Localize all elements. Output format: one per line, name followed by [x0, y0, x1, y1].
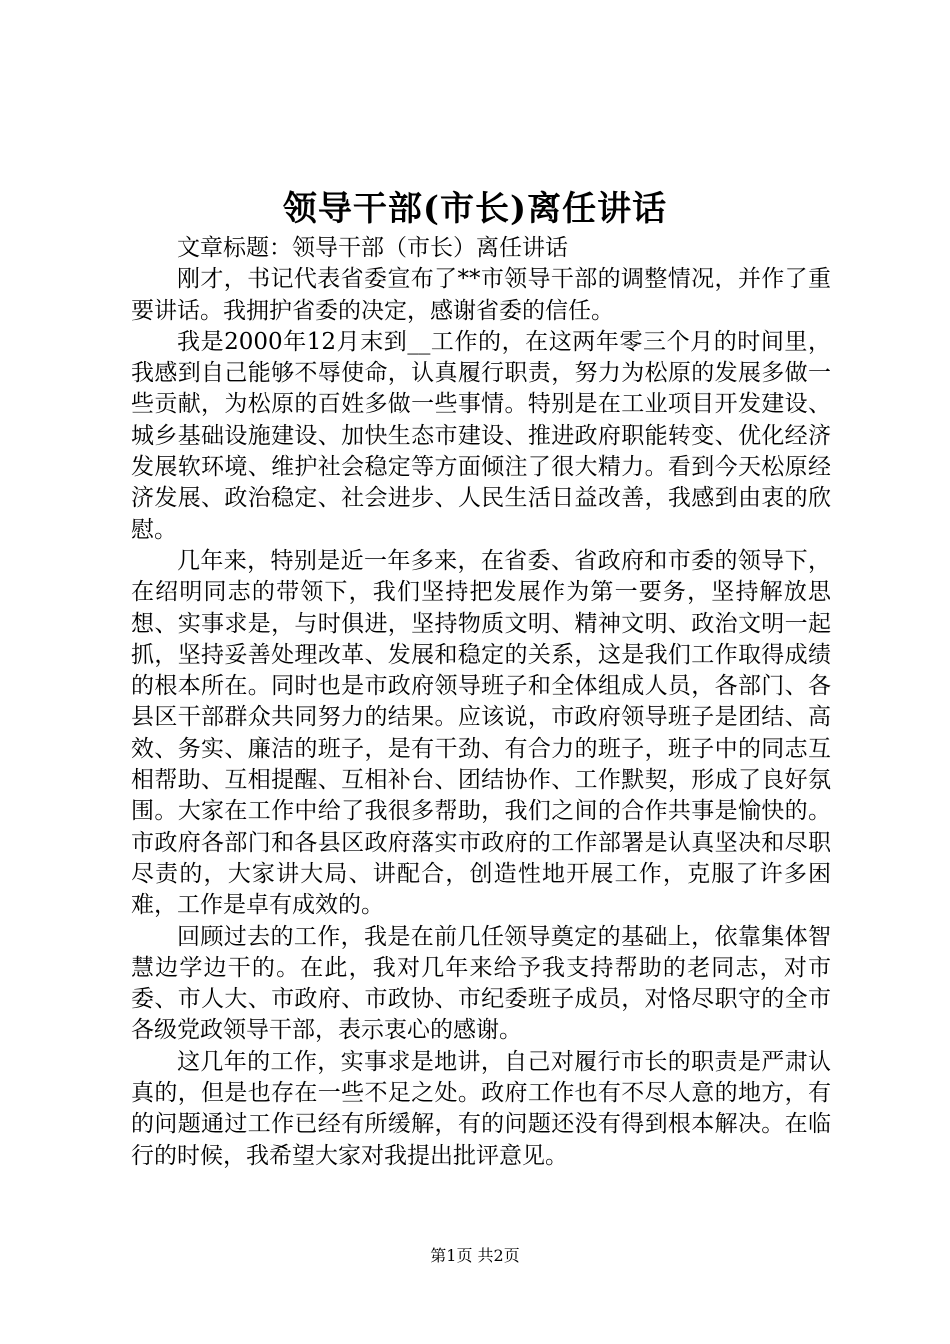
- paragraph-2: 我是2000年12月末到__工作的，在这两年零三个月的时间里，我感到自己能够不辱使命，认真履行职责，努力为松原的发展多做一些贡献，为松原的百姓多做一些事情。特别是在工业项目开发建设、城乡基础设施建设、加快生态市建设、推进政府职能转变、优化经济发展软环境、维护社会稳定等方面倾注了很大精力。看到今天松原经济发展、政治稳定、社会进步、人民生活日益改善，我感到由衷的欣慰。: [131, 328, 831, 543]
- paragraph-3: 几年来，特别是近一年多来，在省委、省政府和市委的领导下，在绍明同志的带领下，我们坚持把发展作为第一要务，坚持解放思想、实事求是，与时俱进，坚持物质文明、精神文明、政治文明一起抓，坚持妥善处理改革、发展和稳定的关系，这是我们工作取得成绩的根本所在。同时也是市政府领导班子和全体组成人员，各部门、各县区干部群众共同努力的结果。应该说，市政府领导班子是团结、高效、务实、廉洁的班子，是有干劲、有合力的班子，班子中的同志互相帮助、互相提醒、互相补台、团结协作、工作默契，形成了良好氛围。大家在工作中给了我很多帮助，我们之间的合作共事是愉快的。市政府各部门和各县区政府落实市政府的工作部署是认真坚决和尽职尽责的，大家讲大局、讲配合，创造性地开展工作，克服了许多困难，工作是卓有成效的。: [131, 547, 831, 919]
- paragraph-4: 回顾过去的工作，我是在前几任领导奠定的基础上，依靠集体智慧边学边干的。在此，我对几年来给予我支持帮助的老同志，对市委、市人大、市政府、市政协、市纪委班子成员，对恪尽职守的全市各级党政领导干部，表示衷心的感谢。: [131, 923, 831, 1044]
- page-footer: 第1页 共2页: [430, 1246, 520, 1265]
- paragraph-5: 这几年的工作，实事求是地讲，自己对履行市长的职责是严肃认真的，但是也存在一些不足之处。政府工作也有不尽人意的地方，有的问题通过工作已经有所缓解，有的问题还没有得到根本解决。在临行的时候，我希望大家对我提出批评意见。: [131, 1048, 831, 1169]
- document-title: 领导干部(市长)离任讲话: [282, 189, 668, 229]
- document-body: [131, 233, 831, 1172]
- paragraph-article-title: 文章标题：领导干部（市长）离任讲话: [177, 235, 568, 261]
- paragraph-1: 刚才，书记代表省委宣布了**市领导干部的调整情况，并作了重要讲话。我拥护省委的决定，感谢省委的信任。: [131, 266, 831, 324]
